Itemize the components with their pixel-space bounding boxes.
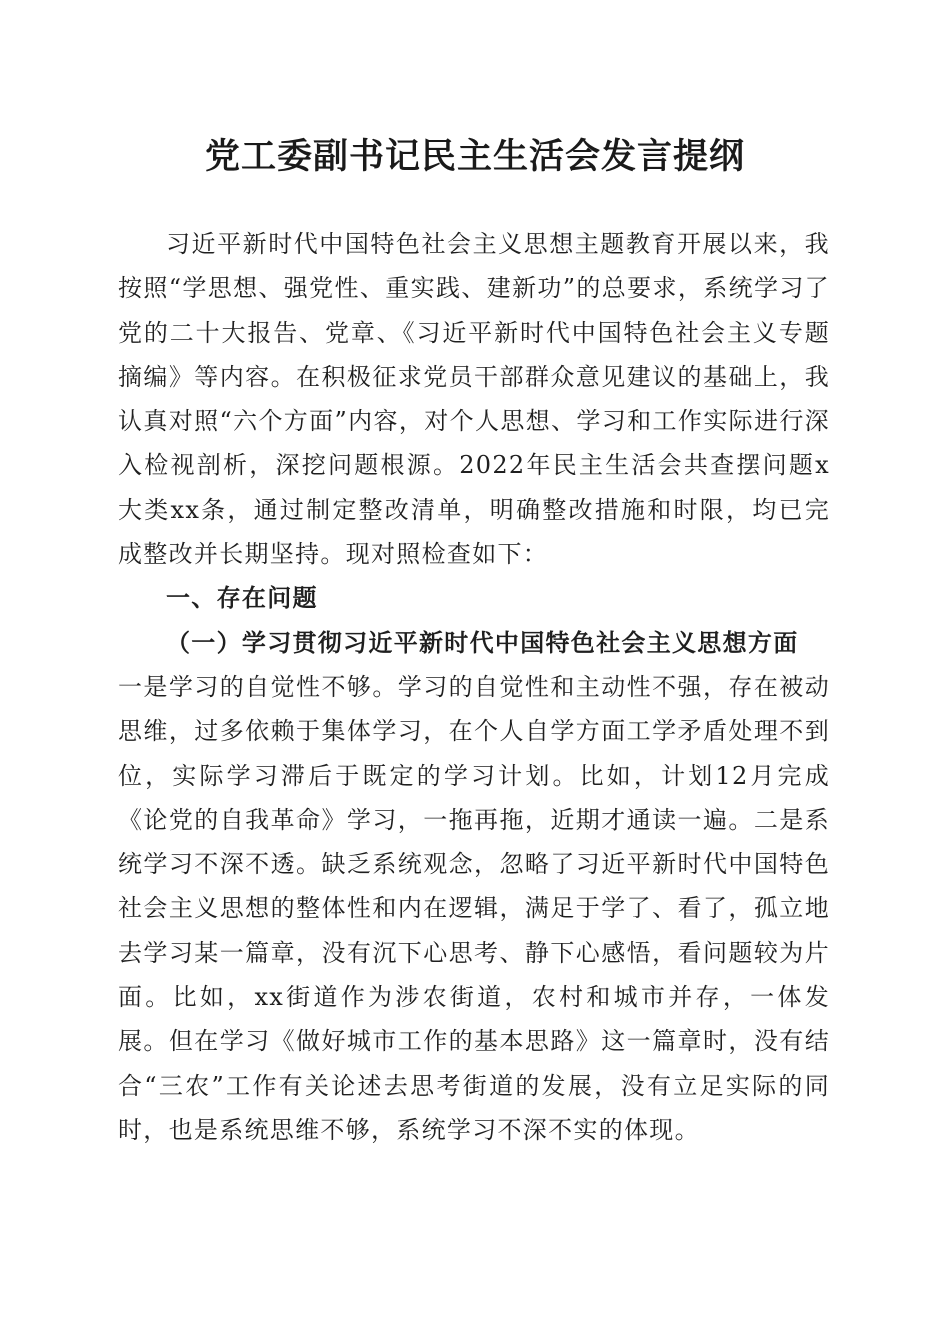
section-heading-problems: 一、存在问题 [166,584,318,613]
intro-paragraph: 习近平新时代中国特色社会主义思想主题教育开展以来，我按照“学思想、强党性、重实践、建新功”的总要求，系统学习了党的二十大报告、党章、《习近平新时代中国特色社会主义专题摘编》等内容。在积极征求党员干部群众意见建议的基础上，我认真对照“六个方面”内容，对个人思想、学习和工作实际进行深入检视剖析，深挖问题根源。2022年民主生活会共查摆问题x大类xx条，通过制定整改清单，明确整改措施和时限，均已完成整改并长期坚持。现对照检查如下： [118,230,830,569]
subsection-heading-study: （一）学习贯彻习近平新时代中国特色社会主义思想方面 [166,627,799,657]
subsection-body-study: 一是学习的自觉性不够。学习的自觉性和主动性不强，存在被动思维，过多依赖于集体学习，在个人自学方面工学矛盾处理不到位，实际学习滞后于既定的学习计划。比如，计划12月完成《论党的自我革命》学习，一拖再拖，近期才通读一遍。二是系统学习不深不透。缺乏系统观念，忽略了习近平新时代中国特色社会主义思想的整体性和内在逻辑，满足于学了、看了，孤立地去学习某一篇章，没有沉下心思考、静下心感悟，看问题较为片面。比如，xx街道作为涉农街道，农村和城市并存，一体发展。但在学习《做好城市工作的基本思路》这一篇章时，没有结合“三农”工作有关论述去思考街道的发展，没有立足实际的同时，也是系统思维不够，系统学习不深不实的体现。 [118,672,830,1144]
document-title: 党工委副书记民主生活会发言提纲 [204,136,745,177]
document-body [118,222,830,1152]
